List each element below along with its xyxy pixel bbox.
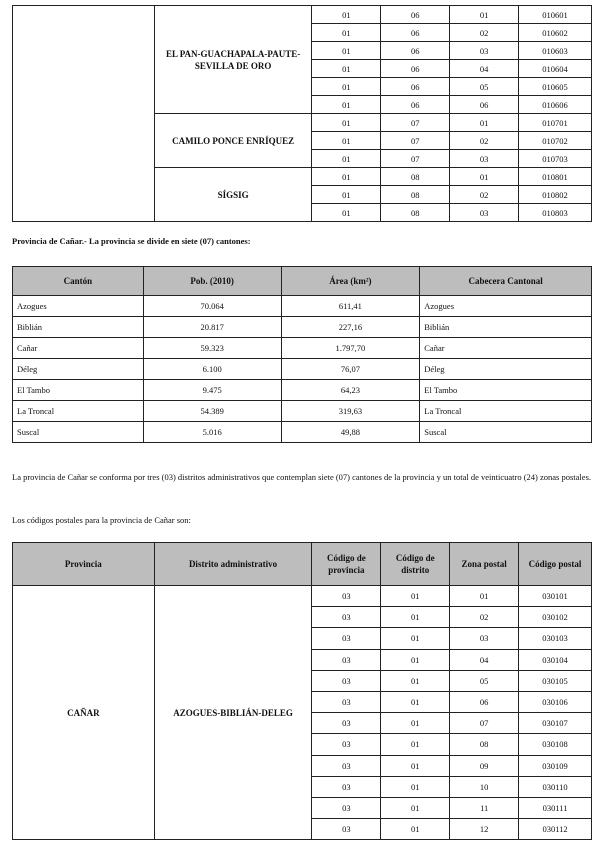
codigo-provincia-cell: 03 <box>312 755 381 776</box>
zona-postal-cell: 04 <box>450 60 519 78</box>
codigo-provincia-cell: 03 <box>312 607 381 628</box>
codigo-distrito-cell: 08 <box>381 168 450 186</box>
codigo-postal-cell: 030108 <box>519 734 592 755</box>
table-row <box>13 380 592 401</box>
header-provincia: Provincia <box>13 543 155 586</box>
codigo-postal-cell: 010701 <box>519 114 592 132</box>
codigo-provincia-cell: 03 <box>312 797 381 818</box>
cabecera-cell: Biblián <box>420 317 592 338</box>
codigo-postal-cell: 010802 <box>519 186 592 204</box>
zona-postal-cell: 01 <box>450 6 519 24</box>
codigo-provincia-cell: 01 <box>312 186 381 204</box>
codigo-distrito-cell: 01 <box>381 797 450 818</box>
area-cell: 319,63 <box>281 401 420 422</box>
codigo-distrito-cell: 07 <box>381 132 450 150</box>
codigo-postal-cell: 030107 <box>519 713 592 734</box>
zona-postal-cell: 03 <box>450 150 519 168</box>
canton-cell: SÍGSIG <box>154 168 312 222</box>
table-header-row <box>13 543 592 586</box>
codigo-provincia-cell: 01 <box>312 60 381 78</box>
codigo-postal-cell: 010801 <box>519 168 592 186</box>
zona-postal-cell: 03 <box>450 628 519 649</box>
provincia-cell <box>13 6 155 222</box>
header-codigo-distrito: Código de distrito <box>381 543 450 586</box>
codigo-postal-cell: 010605 <box>519 78 592 96</box>
zona-postal-cell: 05 <box>450 670 519 691</box>
zona-postal-cell: 02 <box>450 24 519 42</box>
header-codigo-postal: Código postal <box>519 543 592 586</box>
cabecera-cell: Azogues <box>420 296 592 317</box>
header-cabecera: Cabecera Cantonal <box>420 267 592 296</box>
codigo-distrito-cell: 06 <box>381 78 450 96</box>
codigo-provincia-cell: 03 <box>312 819 381 840</box>
codigo-provincia-cell: 03 <box>312 734 381 755</box>
cabecera-cell: Cañar <box>420 338 592 359</box>
codigo-provincia-cell: 01 <box>312 114 381 132</box>
codigo-distrito-cell: 01 <box>381 734 450 755</box>
codigo-provincia-cell: 01 <box>312 96 381 114</box>
codigo-distrito-cell: 01 <box>381 819 450 840</box>
zona-postal-cell: 11 <box>450 797 519 818</box>
codigo-distrito-cell: 07 <box>381 150 450 168</box>
codigo-distrito-cell: 06 <box>381 6 450 24</box>
canton-cell: La Troncal <box>13 401 144 422</box>
header-canton: Cantón <box>13 267 144 296</box>
codigo-postal-cell: 010702 <box>519 132 592 150</box>
codigo-distrito-cell: 01 <box>381 755 450 776</box>
zona-postal-cell: 06 <box>450 96 519 114</box>
zona-postal-cell: 08 <box>450 734 519 755</box>
zona-postal-cell: 07 <box>450 713 519 734</box>
codigo-postal-cell: 030109 <box>519 755 592 776</box>
canton-cell: Déleg <box>13 359 144 380</box>
zona-postal-cell: 01 <box>450 586 519 607</box>
codigo-postal-cell: 010603 <box>519 42 592 60</box>
codigo-distrito-cell: 01 <box>381 628 450 649</box>
population-cell: 20.817 <box>143 317 281 338</box>
zona-postal-cell: 01 <box>450 114 519 132</box>
codigo-postal-cell: 030104 <box>519 649 592 670</box>
canar-intro-paragraph <box>12 236 251 246</box>
cabecera-cell: El Tambo <box>420 380 592 401</box>
canar-cantons-table <box>12 266 592 443</box>
codigo-distrito-cell: 01 <box>381 649 450 670</box>
canar-districts-paragraph: La provincia de Cañar se conforma por tres (03) distritos administrativos que contemplan siete (07) cantones de la provincia y un total de veinticuatro (24) zonas postales. <box>12 472 592 482</box>
cabecera-cell: Suscal <box>420 422 592 443</box>
codigo-postal-cell: 030102 <box>519 607 592 628</box>
zona-postal-cell: 02 <box>450 607 519 628</box>
codigo-distrito-cell: 01 <box>381 670 450 691</box>
codigo-postal-cell: 030103 <box>519 628 592 649</box>
header-population: Pob. (2010) <box>143 267 281 296</box>
population-cell: 59.323 <box>143 338 281 359</box>
codigo-postal-cell: 010606 <box>519 96 592 114</box>
zona-postal-cell: 02 <box>450 186 519 204</box>
area-cell: 64,23 <box>281 380 420 401</box>
population-cell: 6.100 <box>143 359 281 380</box>
codigo-postal-cell: 010604 <box>519 60 592 78</box>
provincia-cell: CAÑAR <box>13 586 155 840</box>
codigo-postal-cell: 030110 <box>519 776 592 797</box>
header-zona-postal: Zona postal <box>450 543 519 586</box>
canton-cell: CAMILO PONCE ENRÍQUEZ <box>154 114 312 168</box>
canton-cell: Cañar <box>13 338 144 359</box>
codigo-distrito-cell: 07 <box>381 114 450 132</box>
header-codigo-provincia: Código de provincia <box>312 543 381 586</box>
zona-postal-cell: 06 <box>450 691 519 712</box>
table-row <box>13 359 592 380</box>
table-row <box>13 338 592 359</box>
codigo-distrito-cell: 01 <box>381 713 450 734</box>
codigo-provincia-cell: 03 <box>312 713 381 734</box>
table-row <box>13 586 592 607</box>
codigo-provincia-cell: 03 <box>312 691 381 712</box>
table-header-row <box>13 267 592 296</box>
table-row <box>13 422 592 443</box>
codigo-provincia-cell: 01 <box>312 6 381 24</box>
zona-postal-cell: 04 <box>450 649 519 670</box>
population-cell: 5.016 <box>143 422 281 443</box>
zona-postal-cell: 10 <box>450 776 519 797</box>
population-cell: 54.389 <box>143 401 281 422</box>
codigo-postal-cell: 030105 <box>519 670 592 691</box>
zona-postal-cell: 05 <box>450 78 519 96</box>
codigo-distrito-cell: 06 <box>381 96 450 114</box>
canar-postal-codes-intro: Los códigos postales para la provincia de Cañar son: <box>12 515 191 525</box>
table-row <box>13 317 592 338</box>
zona-postal-cell: 03 <box>450 42 519 60</box>
codigo-provincia-cell: 03 <box>312 628 381 649</box>
postal-codes-table-azuay <box>12 5 592 222</box>
codigo-postal-cell: 030111 <box>519 797 592 818</box>
codigo-postal-cell: 010601 <box>519 6 592 24</box>
codigo-provincia-cell: 01 <box>312 168 381 186</box>
table-row <box>13 296 592 317</box>
population-cell: 9.475 <box>143 380 281 401</box>
canton-cell: EL PAN-GUACHAPALA-PAUTE-SEVILLA DE ORO <box>154 6 312 114</box>
codigo-distrito-cell: 01 <box>381 776 450 797</box>
codigo-provincia-cell: 01 <box>312 204 381 222</box>
codigo-postal-cell: 030106 <box>519 691 592 712</box>
codigo-distrito-cell: 01 <box>381 586 450 607</box>
codigo-postal-cell: 030101 <box>519 586 592 607</box>
codigo-provincia-cell: 01 <box>312 42 381 60</box>
distrito-cell: AZOGUES-BIBLIÁN-DELEG <box>154 586 312 840</box>
codigo-distrito-cell: 08 <box>381 204 450 222</box>
canar-postal-codes-table <box>12 542 592 840</box>
zona-postal-cell: 09 <box>450 755 519 776</box>
area-cell: 227,16 <box>281 317 420 338</box>
canar-intro-text: Provincia de Cañar.- La provincia se divide en siete (07) cantones: <box>12 236 251 246</box>
area-cell: 76,07 <box>281 359 420 380</box>
area-cell: 49,88 <box>281 422 420 443</box>
cabecera-cell: Déleg <box>420 359 592 380</box>
codigo-postal-cell: 030112 <box>519 819 592 840</box>
table-row <box>13 6 592 24</box>
area-cell: 1.797,70 <box>281 338 420 359</box>
area-cell: 611,41 <box>281 296 420 317</box>
codigo-distrito-cell: 06 <box>381 60 450 78</box>
codigo-provincia-cell: 01 <box>312 132 381 150</box>
population-cell: 70.064 <box>143 296 281 317</box>
canton-cell: Biblián <box>13 317 144 338</box>
zona-postal-cell: 12 <box>450 819 519 840</box>
codigo-provincia-cell: 01 <box>312 24 381 42</box>
header-distrito: Distrito administrativo <box>154 543 312 586</box>
canton-cell: Azogues <box>13 296 144 317</box>
cabecera-cell: La Troncal <box>420 401 592 422</box>
header-area: Área (km²) <box>281 267 420 296</box>
codigo-postal-cell: 010602 <box>519 24 592 42</box>
codigo-provincia-cell: 03 <box>312 670 381 691</box>
zona-postal-cell: 01 <box>450 168 519 186</box>
codigo-provincia-cell: 03 <box>312 776 381 797</box>
codigo-provincia-cell: 03 <box>312 586 381 607</box>
codigo-postal-cell: 010703 <box>519 150 592 168</box>
codigo-provincia-cell: 01 <box>312 150 381 168</box>
codigo-provincia-cell: 03 <box>312 649 381 670</box>
codigo-distrito-cell: 01 <box>381 691 450 712</box>
zona-postal-cell: 03 <box>450 204 519 222</box>
codigo-distrito-cell: 06 <box>381 24 450 42</box>
canton-cell: Suscal <box>13 422 144 443</box>
codigo-distrito-cell: 01 <box>381 607 450 628</box>
canton-cell: El Tambo <box>13 380 144 401</box>
zona-postal-cell: 02 <box>450 132 519 150</box>
codigo-distrito-cell: 06 <box>381 42 450 60</box>
table-row <box>13 401 592 422</box>
codigo-distrito-cell: 08 <box>381 186 450 204</box>
codigo-postal-cell: 010803 <box>519 204 592 222</box>
codigo-provincia-cell: 01 <box>312 78 381 96</box>
